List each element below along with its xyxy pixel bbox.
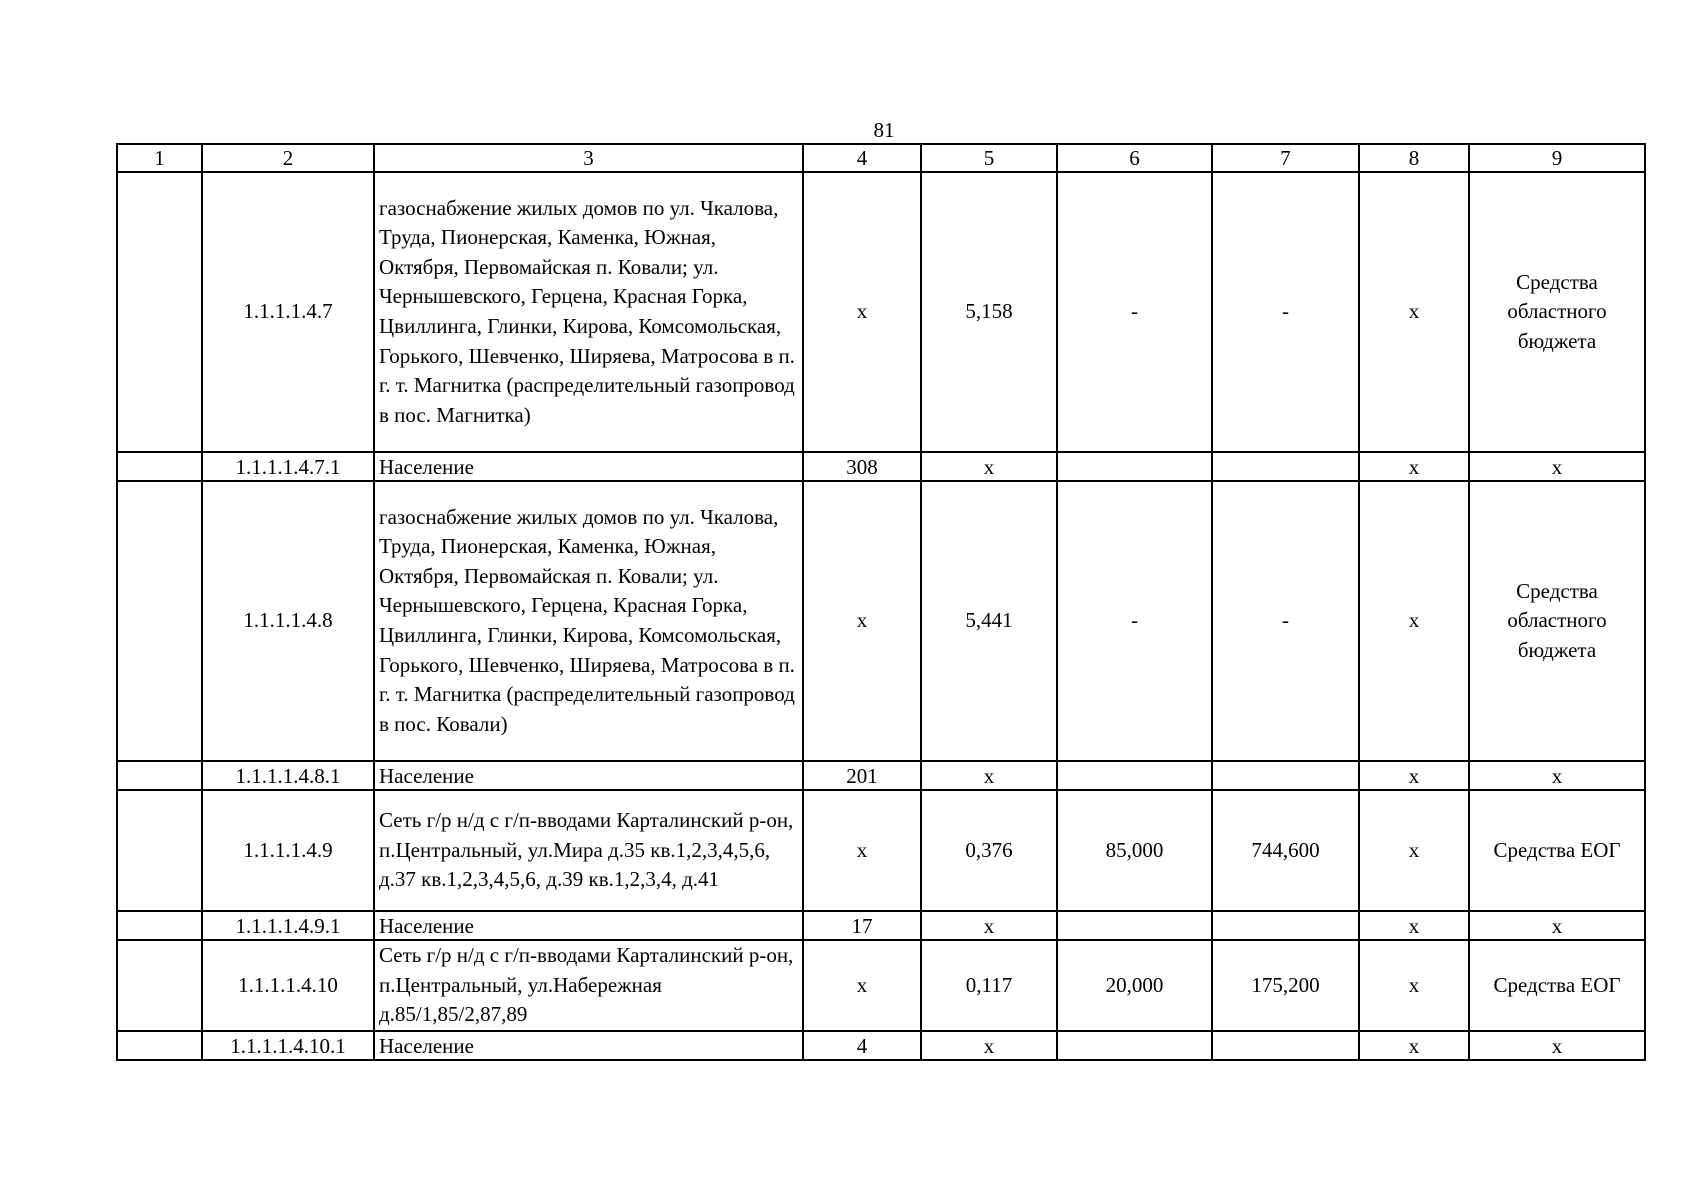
table-cell: 1.1.1.1.4.10 <box>202 940 374 1031</box>
table-cell: 20,000 <box>1057 940 1212 1031</box>
table-cell: x <box>1359 790 1469 911</box>
table-cell-description: Сеть г/р н/д с г/п-вводами Карталинский р-он, п.Центральный, ул.Набережная д.85/1,85/2,87,89 <box>374 940 803 1031</box>
table-cell <box>117 1031 202 1060</box>
table-cell <box>1212 452 1359 481</box>
table-row <box>117 452 1645 481</box>
table-row <box>117 790 1645 911</box>
table-cell-description: газоснабжение жилых домов по ул. Чкалова, Труда, Пионерская, Каменка, Южная, Октября, Первомайская п. Ковали; ул. Чернышевского, Герцена, Красная Горка, Цвиллинга, Глинки, Кирова, Комсомольская, Горького, Шевченко, Ширяева, Матросова в п. г. т. Магнитка (распределительный газопровод в пос. Ковали) <box>374 481 803 761</box>
table-cell: - <box>1212 481 1359 761</box>
table-cell: 0,117 <box>921 940 1057 1031</box>
table-cell: Средства ЕОГ <box>1469 940 1645 1031</box>
table-cell-description: Население <box>374 761 803 790</box>
table-cell: x <box>1359 1031 1469 1060</box>
table-cell: x <box>1359 940 1469 1031</box>
table-cell: x <box>803 940 921 1031</box>
table-cell-description: Население <box>374 911 803 940</box>
column-header: 5 <box>921 144 1057 172</box>
table-cell-description: Сеть г/р н/д с г/п-вводами Карталинский р-он, п.Центральный, ул.Мира д.35 кв.1,2,3,4,5,6, д.37 кв.1,2,3,4,5,6, д.39 кв.1,2,3,4, д.41 <box>374 790 803 911</box>
table-cell: x <box>1359 172 1469 452</box>
page-number: 81 <box>873 118 895 142</box>
table-cell: x <box>1359 481 1469 761</box>
table-row <box>117 911 1645 940</box>
table-cell: 1.1.1.1.4.9 <box>202 790 374 911</box>
column-header: 4 <box>803 144 921 172</box>
table-row <box>117 1031 1645 1060</box>
table-row <box>117 481 1645 761</box>
table-cell <box>117 940 202 1031</box>
table-cell: - <box>1212 172 1359 452</box>
table-cell: 4 <box>803 1031 921 1060</box>
table-cell: x <box>1359 911 1469 940</box>
table-cell: x <box>1469 761 1645 790</box>
table-cell: 17 <box>803 911 921 940</box>
table-cell <box>117 911 202 940</box>
table-cell <box>1057 452 1212 481</box>
table-cell: 1.1.1.1.4.7 <box>202 172 374 452</box>
table-cell: Средства ЕОГ <box>1469 790 1645 911</box>
table-cell <box>1057 911 1212 940</box>
table-cell: 1.1.1.1.4.8 <box>202 481 374 761</box>
table-header-row <box>117 144 1645 172</box>
column-header: 9 <box>1469 144 1645 172</box>
table-cell <box>117 452 202 481</box>
table-cell: 1.1.1.1.4.9.1 <box>202 911 374 940</box>
table-cell: 0,376 <box>921 790 1057 911</box>
table-cell: 5,441 <box>921 481 1057 761</box>
table-cell <box>117 481 202 761</box>
table-cell: - <box>1057 172 1212 452</box>
table-cell: x <box>1469 452 1645 481</box>
table-row <box>117 940 1645 1031</box>
table-cell: x <box>1359 761 1469 790</box>
table-cell: x <box>921 761 1057 790</box>
table-cell: 5,158 <box>921 172 1057 452</box>
table-cell-description: Население <box>374 1031 803 1060</box>
table-cell: x <box>1469 1031 1645 1060</box>
column-header: 2 <box>202 144 374 172</box>
column-header: 1 <box>117 144 202 172</box>
table-cell: 744,600 <box>1212 790 1359 911</box>
table-row <box>117 761 1645 790</box>
table-cell: 1.1.1.1.4.7.1 <box>202 452 374 481</box>
table-cell: x <box>803 481 921 761</box>
table-cell: Средства областного бюджета <box>1469 172 1645 452</box>
table-cell: x <box>921 452 1057 481</box>
table-row <box>117 172 1645 452</box>
table-cell: 1.1.1.1.4.10.1 <box>202 1031 374 1060</box>
table-cell: x <box>803 172 921 452</box>
table-cell-description: газоснабжение жилых домов по ул. Чкалова, Труда, Пионерская, Каменка, Южная, Октября, Первомайская п. Ковали; ул. Чернышевского, Герцена, Красная Горка, Цвиллинга, Глинки, Кирова, Комсомольская, Горького, Шевченко, Ширяева, Матросова в п. г. т. Магнитка (распределительный газопровод в пос. Магнитка) <box>374 172 803 452</box>
table-cell <box>1057 761 1212 790</box>
table-cell-description: Население <box>374 452 803 481</box>
table-cell: x <box>1359 452 1469 481</box>
table-cell <box>117 172 202 452</box>
table-cell: 85,000 <box>1057 790 1212 911</box>
table-cell: 201 <box>803 761 921 790</box>
table-cell <box>1212 1031 1359 1060</box>
table-cell: - <box>1057 481 1212 761</box>
table-cell: x <box>1469 911 1645 940</box>
data-table <box>116 143 1646 1061</box>
table-cell <box>117 790 202 911</box>
table-cell <box>1212 911 1359 940</box>
column-header: 8 <box>1359 144 1469 172</box>
table-cell: x <box>921 911 1057 940</box>
column-header: 7 <box>1212 144 1359 172</box>
table-cell: Средства областного бюджета <box>1469 481 1645 761</box>
table-cell: 308 <box>803 452 921 481</box>
table-cell: x <box>921 1031 1057 1060</box>
table-cell <box>117 761 202 790</box>
table-cell: x <box>803 790 921 911</box>
table-cell <box>1212 761 1359 790</box>
column-header: 6 <box>1057 144 1212 172</box>
table-cell <box>1057 1031 1212 1060</box>
column-header: 3 <box>374 144 803 172</box>
table-cell: 1.1.1.1.4.8.1 <box>202 761 374 790</box>
table-cell: 175,200 <box>1212 940 1359 1031</box>
